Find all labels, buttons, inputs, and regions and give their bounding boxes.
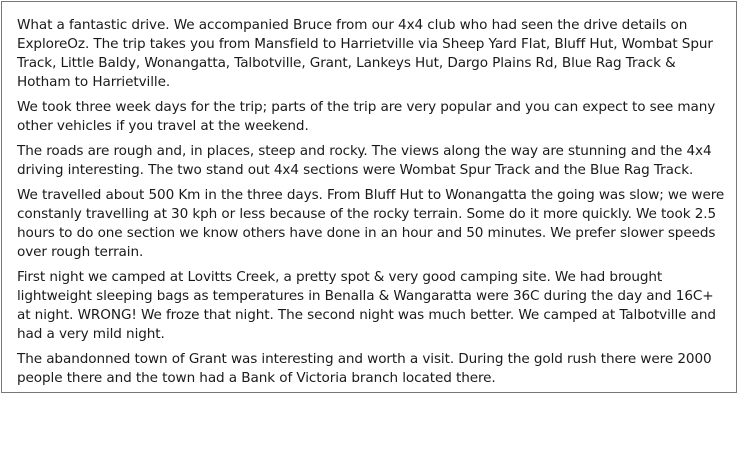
review-paragraph-3: The roads are rough and, in places, steep and rocky. The views along the way are stunning and the 4x4 driving interesting. The two stand out 4x4 sections were Wombat Spur Track and the Blue Rag Track. (17, 143, 712, 178)
review-paragraph-5: First night we camped at Lovitts Creek, a pretty spot & very good camping site. We had brought lightweight sleeping bags as temperatures in Benalla & Wangaratta were 36C during the day and 16C+ at night. WRONG! We froze that night. The second night was much better. We camped at Talbotville and had a very mild night. (17, 269, 716, 342)
review-paragraph-1: What a fantastic drive. We accompanied Bruce from our 4x4 club who had seen the drive details on ExploreOz. The trip takes you from Mansfield to Harrietville via Sheep Yard Flat, Bluff Hut, Wombat Spur Track, Little Baldy, Wonangatta, Talbotville, Grant, Lankeys Hut, Dargo Plains Rd, Blue Rag Track & Hotham to Harrietville. (17, 17, 713, 90)
review-paragraph-4: We travelled about 500 Km in the three days. From Bluff Hut to Wonangatta the going was slow; we were constanly travelling at 30 kph or less because of the rocky terrain. Some do it more quickly. We took 2.5 hours to do one section we know others have done in an hour and 50 minutes. We prefer slower speeds over rough terrain. (17, 187, 725, 260)
review-paragraph-6: The abandonned town of Grant was interesting and worth a visit. During the gold rush there were 2000 people there and the town had a Bank of Victoria branch located there. (17, 351, 712, 386)
review-paragraph-2: We took three week days for the trip; parts of the trip are very popular and you can expect to see many other vehicles if you travel at the weekend. (17, 99, 716, 134)
trip-review-panel (1, 1, 737, 393)
